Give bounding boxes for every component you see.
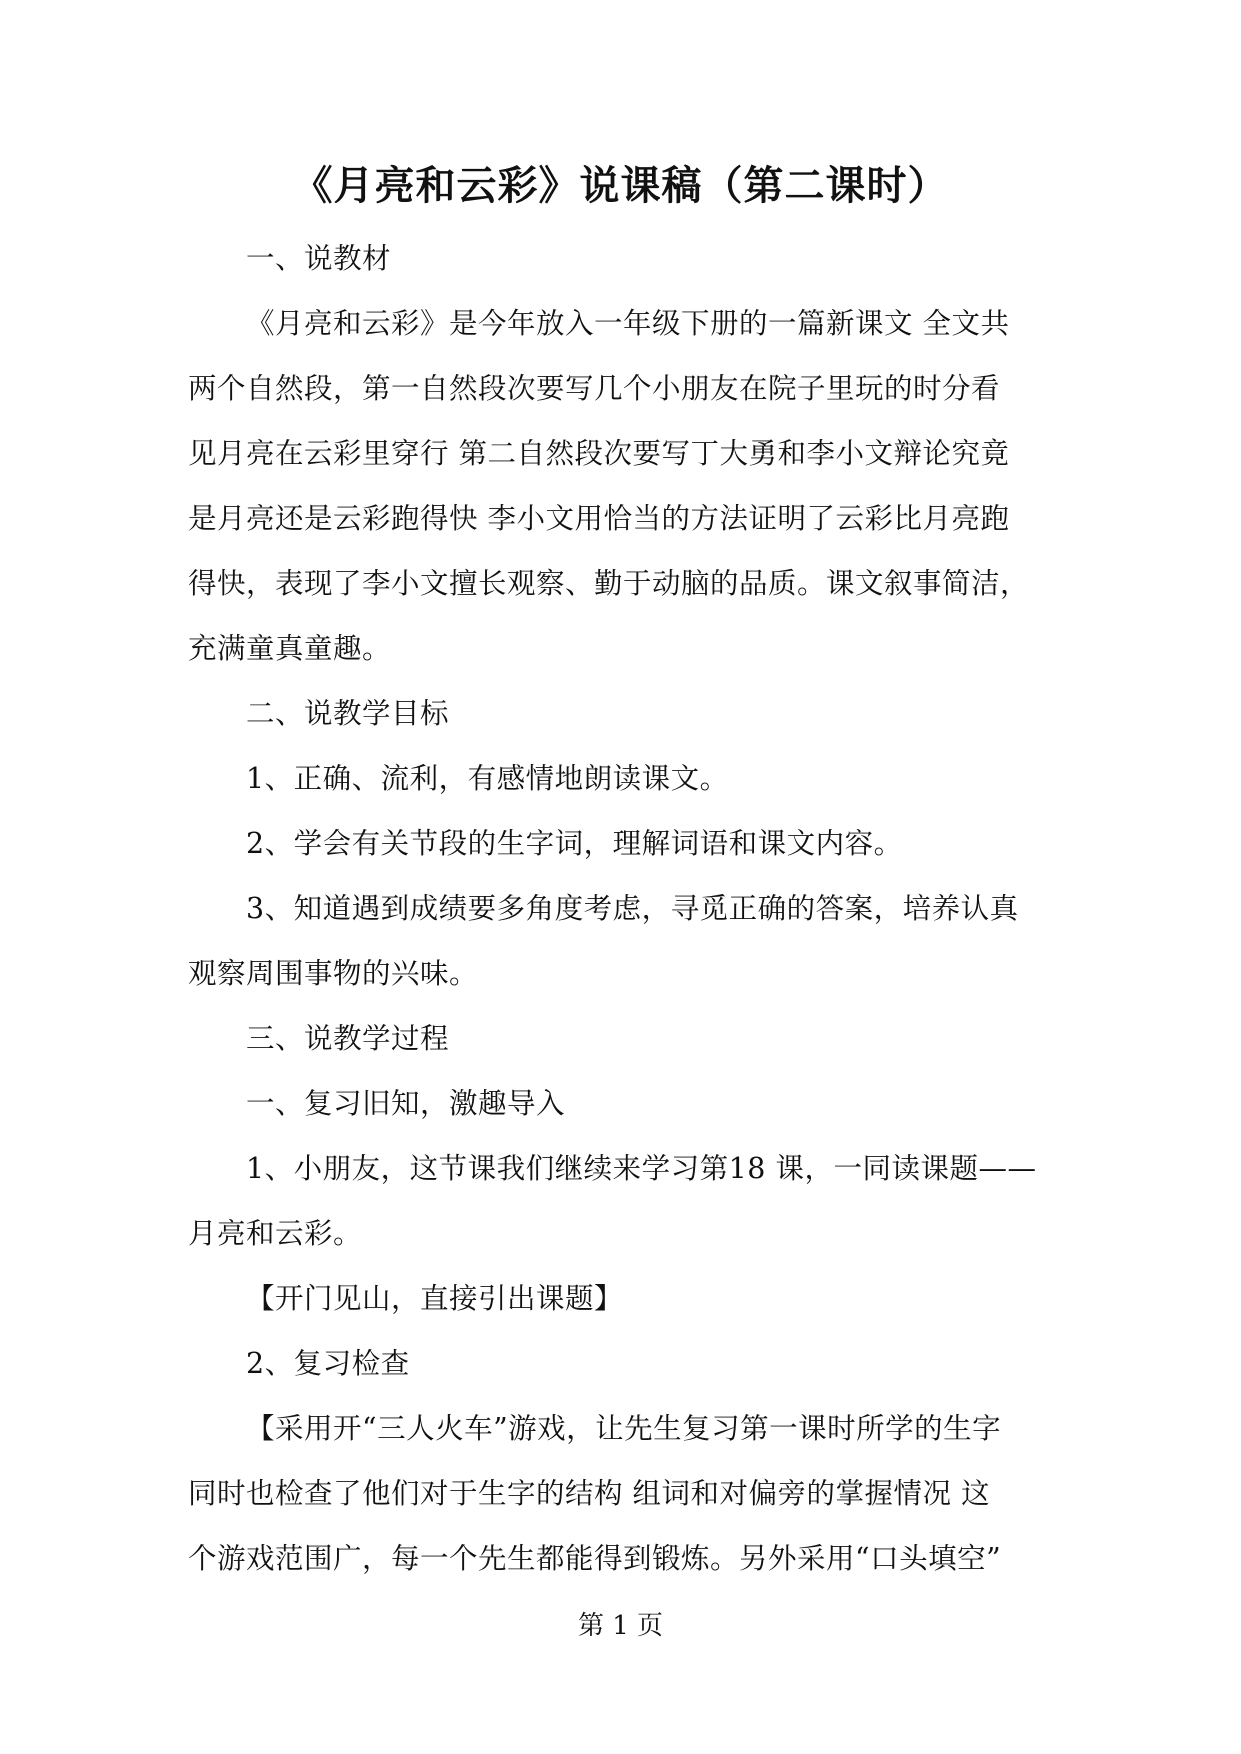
paragraph-line: 两个自然段，第一自然段次要写几个小朋友在院子里玩的时分看 <box>188 372 1001 405</box>
list-item: 3、知道遇到成绩要多角度考虑，寻觅正确的答案，培养认真 <box>246 892 1019 925</box>
document-body <box>188 226 1068 1591</box>
list-item-continuation: 观察周围事物的兴味。 <box>188 957 479 990</box>
paragraph-line: 充满童真童趣。 <box>188 632 392 665</box>
paragraph-line: 【采用开“三人火车”游戏，让先生复习第一课时所学的生字 <box>246 1412 1002 1445</box>
paragraph-line: 见月亮在云彩里穿行 第二自然段次要写丁大勇和李小文辩论究竟 <box>188 437 1010 470</box>
section-heading: 二、说教学目标 <box>246 697 450 730</box>
paragraph-line: 《月亮和云彩》是今年放入一年级下册的一篇新课文 全文共 <box>246 307 1010 340</box>
subsection-heading: 2、复习检查 <box>246 1347 410 1380</box>
bracket-note: 【开门见山，直接引出课题】 <box>246 1282 624 1315</box>
subsection-heading: 一、复习旧知，激趣导入 <box>246 1087 566 1120</box>
paragraph-line: 个游戏范围广，每一个先生都能得到锻炼。另外采用“口头填空” <box>188 1542 1002 1575</box>
page-number: 第 1 页 <box>577 1611 664 1641</box>
paragraph-line: 同时也检查了他们对于生字的结构 组词和对偏旁的掌握情况 这 <box>188 1477 991 1510</box>
section-heading: 一、说教材 <box>246 242 392 275</box>
section-heading: 三、说教学过程 <box>246 1022 450 1055</box>
list-item: 1、正确、流利，有感情地朗读课文。 <box>246 762 729 795</box>
paragraph-line: 得快，表现了李小文擅长观察、勤于动脑的品质。课文叙事简洁， <box>188 567 1030 600</box>
paragraph-line: 是月亮还是云彩跑得快 李小文用恰当的方法证明了云彩比月亮跑 <box>188 502 1010 535</box>
list-item: 2、学会有关节段的生字词，理解词语和课文内容。 <box>246 827 903 860</box>
document-title: 《月亮和云彩》说课稿（第二课时） <box>292 162 949 209</box>
paragraph-line: 1、小朋友，这节课我们继续来学习第18 课，一同读课题—— <box>246 1152 1037 1185</box>
paragraph-line: 月亮和云彩。 <box>188 1217 363 1250</box>
